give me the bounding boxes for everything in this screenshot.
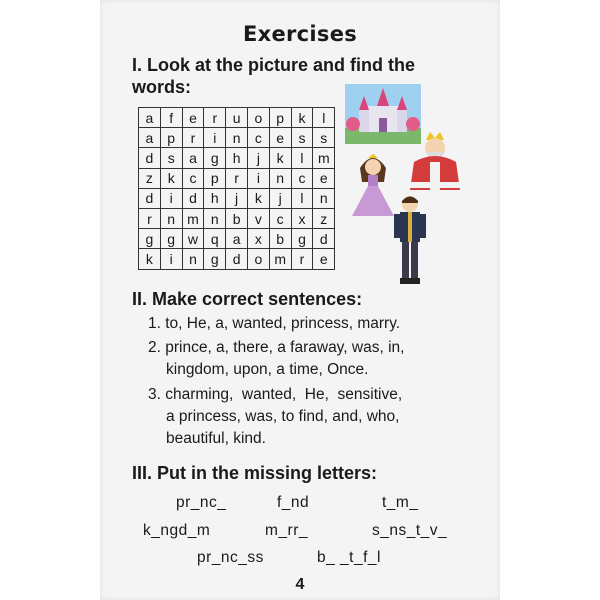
grid-cell: a	[226, 229, 248, 249]
grid-cell: r	[139, 208, 161, 228]
grid-cell: z	[313, 208, 335, 228]
grid-cell: u	[226, 108, 248, 128]
grid-cell: e	[182, 108, 204, 128]
grid-cell: g	[204, 249, 226, 269]
grid-cell: k	[269, 148, 291, 168]
sentence-1: 1. to, He, a, wanted, princess, marry.	[148, 315, 401, 332]
princess-illustration	[350, 152, 396, 218]
grid-row	[139, 108, 335, 128]
page-number: 4	[295, 576, 305, 593]
missing-letters-word: f_nd	[277, 494, 310, 511]
king-illustration	[408, 128, 463, 192]
grid-cell: g	[160, 229, 182, 249]
grid-cell: g	[204, 148, 226, 168]
page-title: Exercises	[242, 22, 358, 46]
missing-letters-word: pr_nc_	[176, 494, 227, 511]
prince-illustration	[392, 194, 428, 286]
grid-cell: n	[160, 208, 182, 228]
grid-cell: v	[247, 208, 269, 228]
grid-cell: e	[313, 168, 335, 188]
grid-row	[139, 208, 335, 228]
grid-cell: k	[291, 108, 313, 128]
grid-cell: i	[247, 168, 269, 188]
grid-row	[139, 128, 335, 148]
grid-cell: z	[139, 168, 161, 188]
grid-cell: e	[269, 128, 291, 148]
grid-cell: x	[291, 208, 313, 228]
grid-cell: n	[226, 128, 248, 148]
grid-cell: p	[269, 108, 291, 128]
grid-cell: d	[139, 188, 161, 208]
grid-cell: d	[182, 188, 204, 208]
grid-row	[139, 148, 335, 168]
grid-cell: n	[313, 188, 335, 208]
grid-cell: h	[226, 148, 248, 168]
grid-row	[139, 229, 335, 249]
grid-cell: l	[313, 108, 335, 128]
grid-cell: r	[182, 128, 204, 148]
grid-cell: n	[204, 208, 226, 228]
grid-cell: c	[182, 168, 204, 188]
grid-cell: m	[269, 249, 291, 269]
grid-row	[139, 249, 335, 269]
missing-letters-word: b_ _t_f_l	[317, 549, 381, 566]
grid-cell: r	[204, 108, 226, 128]
grid-cell: j	[269, 188, 291, 208]
grid-cell: d	[313, 229, 335, 249]
exercise-1-heading: I. Look at the picture and find the words:	[132, 55, 416, 97]
grid-cell: g	[139, 229, 161, 249]
grid-cell: d	[226, 249, 248, 269]
grid-cell: a	[139, 108, 161, 128]
grid-cell: q	[204, 229, 226, 249]
grid-cell: k	[160, 168, 182, 188]
exercise-2-heading: II. Make correct sentences:	[132, 289, 363, 309]
grid-cell: h	[204, 188, 226, 208]
sentence-2-line-1: 2. prince, a, there, a faraway, was, in,	[148, 339, 405, 356]
missing-letters-word: m_rr_	[265, 522, 308, 539]
grid-cell: c	[269, 208, 291, 228]
grid-cell: b	[269, 229, 291, 249]
grid-cell: c	[291, 168, 313, 188]
grid-cell: x	[247, 229, 269, 249]
grid-cell: c	[247, 128, 269, 148]
grid-cell: m	[182, 208, 204, 228]
grid-cell: w	[182, 229, 204, 249]
grid-cell: j	[226, 188, 248, 208]
sentence-3-line-1: 3. charming, wanted, He, sensitive,	[148, 386, 403, 403]
grid-cell: m	[313, 148, 335, 168]
grid-cell: s	[160, 148, 182, 168]
sentence-3-line-3: beautiful, kind.	[166, 430, 266, 447]
grid-cell: o	[247, 108, 269, 128]
grid-cell: p	[160, 128, 182, 148]
grid-cell: l	[291, 188, 313, 208]
missing-letters-word: t_m_	[382, 494, 419, 511]
grid-cell: g	[291, 229, 313, 249]
exercise-3-heading: III. Put in the missing letters:	[132, 463, 378, 483]
grid-cell: r	[226, 168, 248, 188]
grid-cell: p	[204, 168, 226, 188]
grid-cell: k	[247, 188, 269, 208]
grid-cell: l	[291, 148, 313, 168]
grid-cell: d	[139, 148, 161, 168]
grid-cell: i	[160, 249, 182, 269]
grid-cell: o	[247, 249, 269, 269]
sentence-2-line-2: kingdom, upon, a time, Once.	[166, 361, 369, 378]
missing-letters-word: pr_nc_ss	[197, 549, 264, 566]
word-search-grid	[138, 107, 335, 270]
grid-cell: e	[313, 249, 335, 269]
missing-letters-word: s_ns_t_v_	[372, 522, 448, 539]
grid-cell: a	[182, 148, 204, 168]
sentence-3-line-2: a princess, was, to find, and, who,	[166, 408, 400, 425]
grid-cell: b	[226, 208, 248, 228]
missing-letters-word: k_ngd_m	[143, 522, 211, 539]
grid-cell: r	[291, 249, 313, 269]
grid-cell: a	[139, 128, 161, 148]
grid-cell: i	[160, 188, 182, 208]
grid-cell: i	[204, 128, 226, 148]
grid-row	[139, 188, 335, 208]
grid-row	[139, 168, 335, 188]
grid-cell: j	[247, 148, 269, 168]
grid-cell: k	[139, 249, 161, 269]
grid-cell: s	[313, 128, 335, 148]
grid-cell: n	[182, 249, 204, 269]
grid-cell: n	[269, 168, 291, 188]
grid-cell: f	[160, 108, 182, 128]
grid-cell: s	[291, 128, 313, 148]
